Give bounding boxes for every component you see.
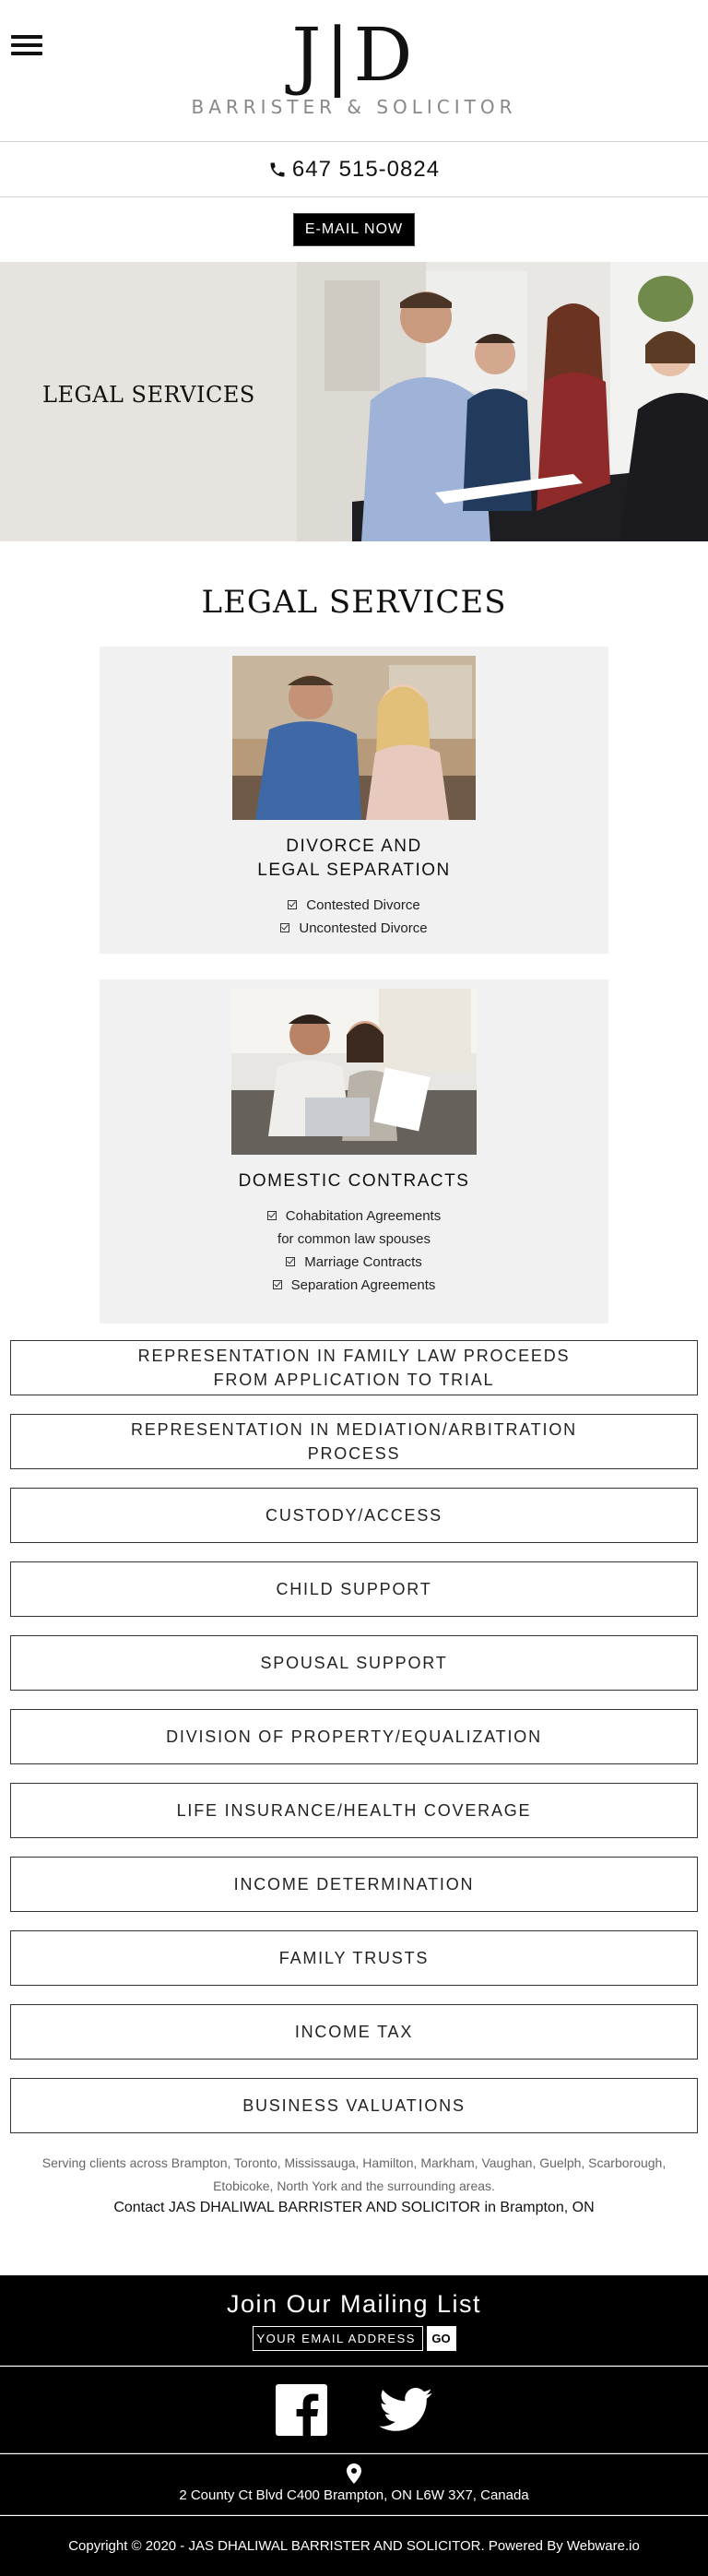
email-row xyxy=(0,197,708,262)
hero-title: LEGAL SERVICES xyxy=(42,382,255,408)
list-item: Separation Agreements xyxy=(100,1274,608,1297)
check-icon xyxy=(280,923,289,932)
social-links xyxy=(0,2367,708,2453)
logo[interactable] xyxy=(0,12,708,118)
hero-banner xyxy=(0,262,708,541)
service-button-income-tax[interactable]: INCOME TAX xyxy=(10,2004,698,2060)
domestic-contracts-photo xyxy=(231,989,477,1155)
divorce-photo xyxy=(232,656,476,820)
go-button[interactable]: GO xyxy=(427,2326,456,2351)
address-block xyxy=(0,2454,708,2515)
service-button-life-insurance[interactable]: LIFE INSURANCE/HEALTH COVERAGE xyxy=(10,1783,698,1838)
list-item: Marriage Contracts xyxy=(100,1251,608,1274)
section-title: LEGAL SERVICES xyxy=(201,584,507,621)
service-button-custody[interactable]: CUSTODY/ACCESS xyxy=(10,1488,698,1543)
mailing-form xyxy=(0,2326,708,2351)
serving-text: Serving clients across Brampton, Toronto, Mississauga, Hamilton, Markham, Vaughan, Guelph, Scarborough, Etobicoke, North York and the surrounding areas. xyxy=(41,2155,667,2193)
service-button-division-of-property[interactable]: DIVISION OF PROPERTY/EQUALIZATION xyxy=(10,1709,698,1764)
service-card-divorce[interactable] xyxy=(100,647,608,954)
card-title: DOMESTIC CONTRACTS xyxy=(238,1171,470,1191)
check-icon xyxy=(273,1280,282,1289)
logo-subtitle: BARRISTER & SOLICITOR xyxy=(191,96,517,118)
service-button-family-law[interactable]: REPRESENTATION IN FAMILY LAW PROCEEDS FROM APPLICATION TO TRIAL xyxy=(10,1340,698,1395)
email-now-button[interactable]: E-MAIL NOW xyxy=(293,213,415,246)
service-button-child-support[interactable]: CHILD SUPPORT xyxy=(10,1561,698,1617)
map-pin-icon xyxy=(347,2463,361,2484)
card-list xyxy=(100,1205,608,1297)
list-item: Uncontested Divorce xyxy=(100,917,608,940)
hero-photo xyxy=(297,262,708,541)
service-card-domestic-contracts[interactable] xyxy=(100,979,608,1324)
service-button-family-trusts[interactable]: FAMILY TRUSTS xyxy=(10,1930,698,1986)
address-text: 2 County Ct Blvd C400 Brampton, ON L6W 3X7, Canada xyxy=(179,2487,529,2503)
card-title: DIVORCE AND LEGAL SEPARATION xyxy=(257,837,451,880)
phone-number: 647 515-0824 xyxy=(291,156,441,182)
phone-link[interactable] xyxy=(0,142,708,197)
card-list xyxy=(100,894,608,940)
mailing-title: Join Our Mailing List xyxy=(226,2290,482,2318)
list-item: Contested Divorce xyxy=(100,894,608,917)
service-buttons xyxy=(0,1340,708,2133)
list-item: Cohabitation Agreements xyxy=(100,1205,608,1228)
service-button-income-determination[interactable]: INCOME DETERMINATION xyxy=(10,1857,698,1912)
check-icon xyxy=(286,1257,295,1266)
logo-mark: J|D xyxy=(291,12,417,98)
facebook-icon[interactable] xyxy=(276,2384,327,2436)
contact-line: Contact JAS DHALIWAL BARRISTER AND SOLICITOR in Brampton, ON xyxy=(113,2200,595,2215)
check-icon xyxy=(288,900,297,909)
phone-icon xyxy=(268,160,287,179)
service-button-mediation[interactable]: REPRESENTATION IN MEDIATION/ARBITRATION PROCESS xyxy=(10,1414,698,1469)
mailing-list xyxy=(0,2275,708,2366)
list-item: for common law spouses xyxy=(277,1231,431,1247)
email-input[interactable] xyxy=(253,2326,423,2351)
twitter-icon[interactable] xyxy=(379,2388,432,2432)
copyright: Copyright © 2020 - JAS DHALIWAL BARRISTER AND SOLICITOR. Powered By Webware.io xyxy=(0,2516,708,2576)
service-button-business-valuations[interactable]: BUSINESS VALUATIONS xyxy=(10,2078,698,2133)
service-button-spousal-support[interactable]: SPOUSAL SUPPORT xyxy=(10,1635,698,1691)
site-header xyxy=(0,0,708,142)
check-icon xyxy=(267,1211,277,1220)
